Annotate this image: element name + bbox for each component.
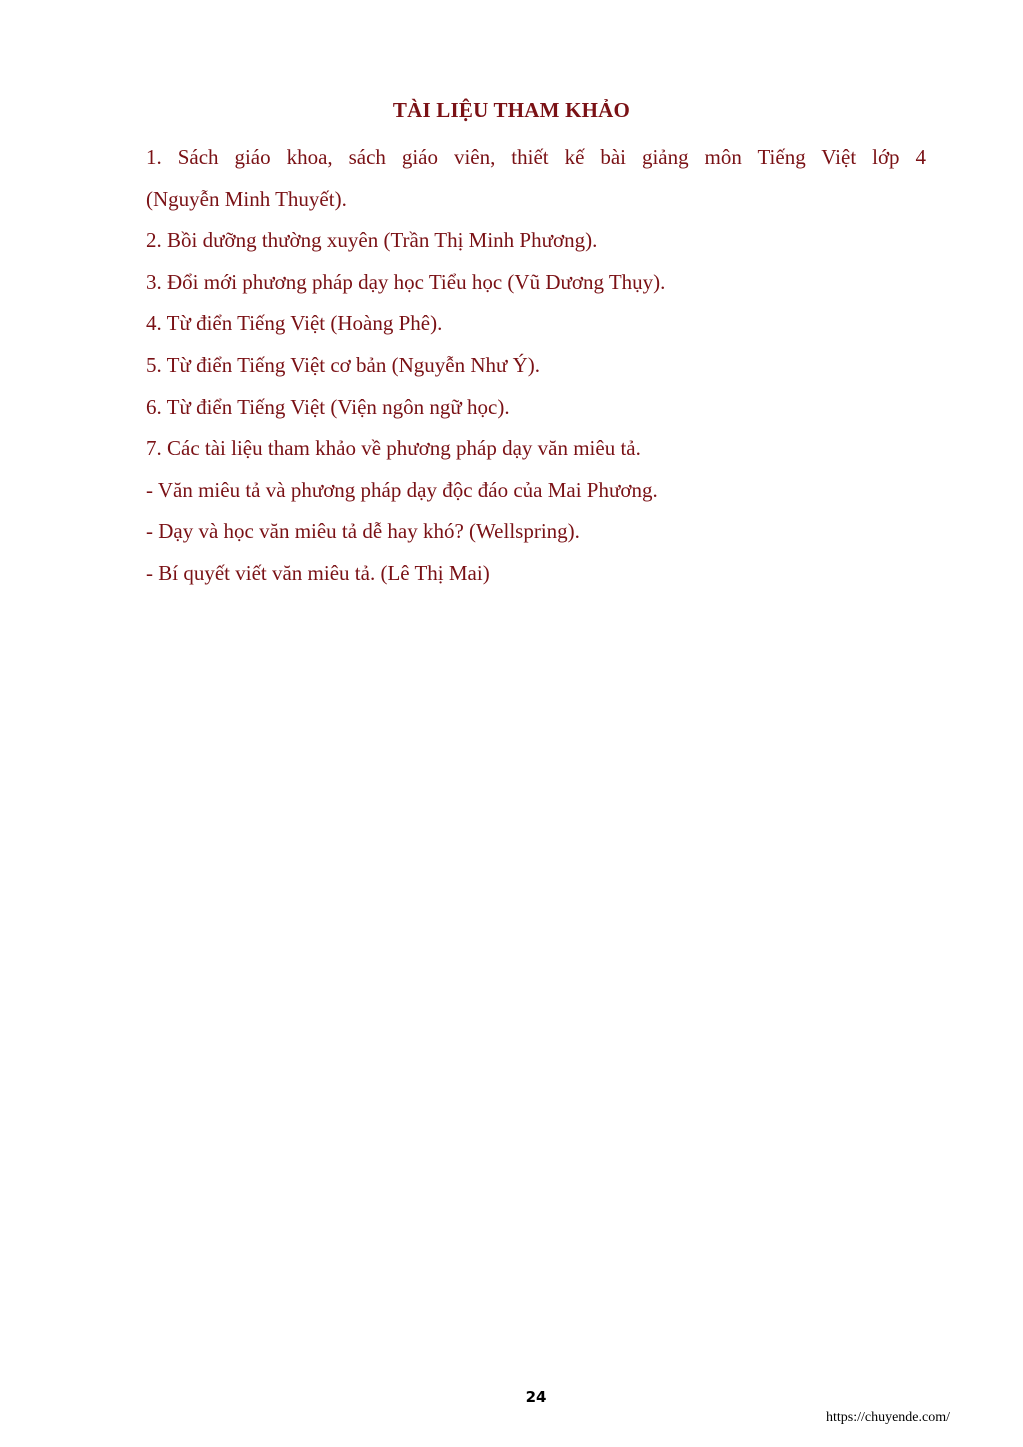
footer-url[interactable]: https://chuyende.com/ xyxy=(825,1410,950,1425)
reference-item-6: 6. Từ điển Tiếng Việt (Viện ngôn ngữ học). xyxy=(146,394,510,419)
reference-item-5: 5. Từ điển Tiếng Việt cơ bản (Nguyễn Như Ý). xyxy=(146,352,541,377)
reference-item-3: 3. Đổi mới phương pháp dạy học Tiểu học (Vũ Dương Thụy). xyxy=(146,269,666,294)
page-number: 24 xyxy=(525,1388,547,1406)
reference-item-1-line-1: 1. Sách giáo khoa, sách giáo viên, thiết kế bài giảng môn Tiếng Việt lớp 4 xyxy=(146,145,926,169)
reference-item-4: 4. Từ điển Tiếng Việt (Hoàng Phê). xyxy=(146,311,443,336)
page-title: TÀI LIỆU THAM KHẢO xyxy=(392,98,631,122)
reference-item-2: 2. Bồi dưỡng thường xuyên (Trần Thị Minh Phương). xyxy=(146,228,598,253)
reference-item-7: 7. Các tài liệu tham khảo về phương pháp dạy văn miêu tả. xyxy=(146,436,641,461)
reference-subitem-3: - Bí quyết viết văn miêu tả. (Lê Thị Mai) xyxy=(146,560,490,585)
reference-list xyxy=(146,137,926,595)
reference-subitem-2: - Dạy và học văn miêu tả dễ hay khó? (Wellspring). xyxy=(146,519,580,544)
reference-subitem-1: - Văn miêu tả và phương pháp dạy độc đáo của Mai Phương. xyxy=(146,477,658,502)
reference-item-1-line-2: (Nguyễn Minh Thuyết). xyxy=(146,186,347,211)
